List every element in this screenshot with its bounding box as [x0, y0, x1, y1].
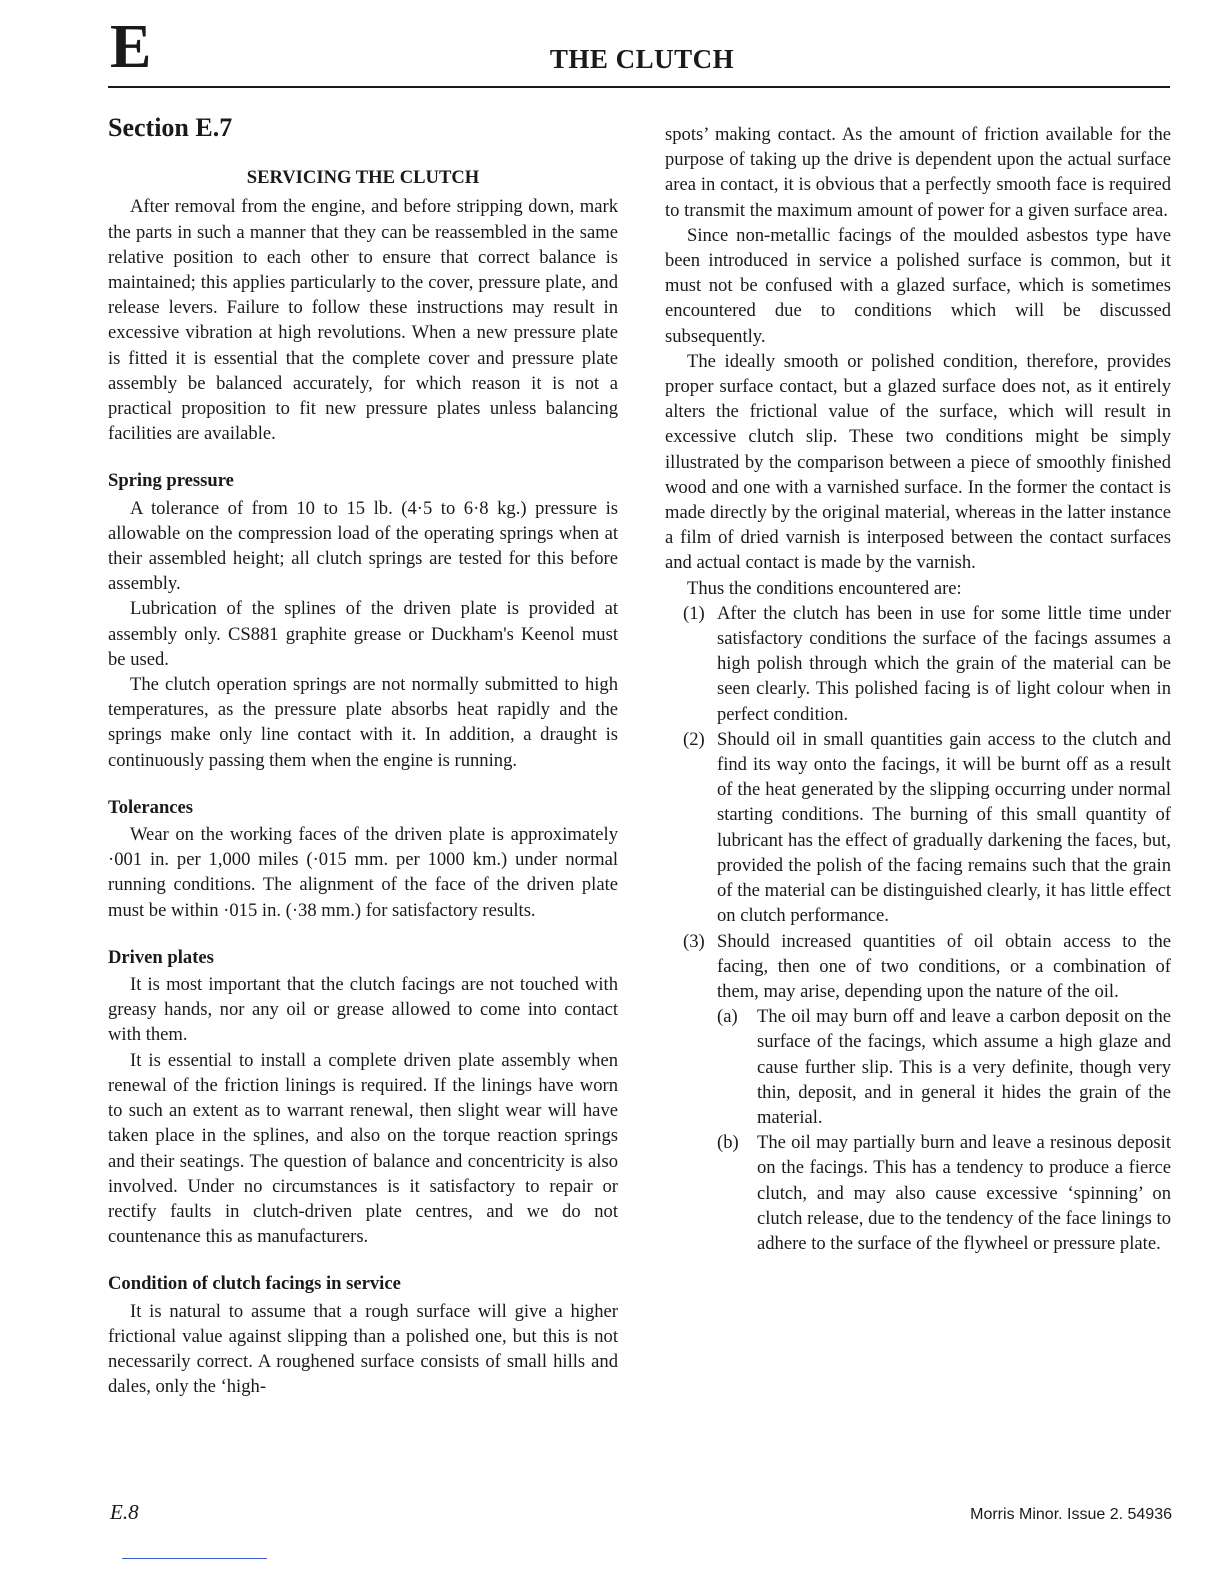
subheading-condition: Condition of clutch facings in service: [108, 1273, 401, 1295]
list-item: [665, 601, 1171, 727]
list-item: [665, 929, 1171, 1005]
subheading-tolerances: Tolerances: [108, 796, 194, 818]
list-item-text: Should increased quantities of oil obtain access to the facing, then one of two conditions, or a combination of them, may arise, depending upon the nature of the oil.: [717, 930, 1171, 1002]
sub-list-item: [665, 1130, 1171, 1256]
page-title: THE CLUTCH: [549, 44, 735, 74]
paragraph: It is essential to install a complete driven plate assembly when renewal of the friction linings is required. If the linings have worn to such an extent as to warrant renewal, then slight wear will have taken place in the splines, and also on the torque reaction springs and their seatings. The question of balance and concentricity is also involved. Under no circumstances is it satisfactory to repair or rectify faults in clutch-driven plate centres, and we do not countenance this as manufacturers.: [108, 1049, 618, 1248]
paragraph: Since non-metallic facings of the moulded asbestos type have been introduced in service a polished surface is common, but it must not be confused with a glazed surface, which is sometimes encountered due to conditions which will be discussed subsequently.: [665, 224, 1171, 347]
sub-list-item: [665, 1004, 1171, 1130]
subheading-spring-pressure: Spring pressure: [108, 470, 234, 492]
paragraph: The clutch operation springs are not normally submitted to high temperatures, as the pressure plate absorbs heat rapidly and the springs make only line contact with it. In addition, a draught is continuously passing them when the engine is running.: [108, 674, 618, 771]
paragraph: Lubrication of the splines of the driven plate is provided at assembly only. CS881 graphite grease or Duckham's Keenol must be used.: [108, 598, 618, 670]
paragraph: It is natural to assume that a rough surface will give a higher frictional value against slipping than a polished one, but this is not necessarily correct. A roughened surface consists of small hills and dales, only the ‘high-: [108, 1300, 618, 1398]
sub-list-item-text: The oil may burn off and leave a carbon deposit on the surface of the facings, which assume a high glaze and cause further slip. This is a very definite, though very thin, deposit, and in general it hides the grain of the material.: [757, 1006, 1171, 1128]
right-column: [665, 122, 1171, 1256]
paragraph: It is most important that the clutch facings are not touched with greasy hands, nor any oil or grease allowed to come into contact with them.: [108, 974, 618, 1046]
header-rule: [108, 86, 1170, 88]
list-item-text: Should oil in small quantities gain access to the clutch and find its way onto the facings, it will be burnt off as a result of the heat generated by the slipping occurring under normal starting conditions. The burning of this small quantity of lubricant has the effect of gradually darkening the faces, but, provided the polish of the facing remains such that the grain of the material can be distinguished clearly, it has little effect on clutch performance.: [717, 728, 1171, 927]
list-intro: Thus the conditions encountered are:: [687, 577, 962, 599]
paragraph: spots’ making contact. As the amount of friction available for the purpose of taking up the drive is dependent upon the actual surface area in contact, it is obvious that a perfectly smooth face is required to transmit the maximum amount of power for a given surface area.: [665, 124, 1171, 221]
list-item-text: After the clutch has been in use for some little time under satisfactory conditions the surface of the facings assumes a high polish through which the grain of the material can be seen clearly. This polished facing is of light colour when in perfect condition.: [717, 602, 1171, 725]
paragraph: The ideally smooth or polished condition, therefore, provides proper surface contact, but a glazed surface does not, as it entirely alters the frictional value of the surface, which will result in excessive clutch slip. These two conditions might be simply illustrated by the comparison between a piece of smoothly finished wood and one with a varnished surface. In the former the contact is made directly by the original material, whereas in the latter instance a film of dried varnish is interposed between the contact surfaces and actual contact is made by the varnish.: [665, 350, 1171, 574]
footer-reference: Morris Minor. Issue 2. 54936: [970, 1506, 1172, 1523]
list-marker: (2): [683, 728, 705, 750]
page-number: E.8: [110, 1500, 139, 1524]
subheading-driven-plates: Driven plates: [108, 946, 214, 968]
paragraph: Wear on the working faces of the driven plate is approximately ·001 in. per 1,000 miles (·015 mm. per 1000 km.) under normal running conditions. The alignment of the face of the driven plate must be within ·015 in. (·38 mm.) for satisfactory results.: [108, 824, 618, 921]
intro-paragraph: After removal from the engine, and before stripping down, mark the parts in such a manner that they can be reassembled in the same relative position to each other to ensure that correct balance is maintained; this applies particularly to the cover, pressure plate, and release levers. Failure to follow these instructions may result in excessive vibration at high revolutions. When a new pressure plate is fitted it is essential that the complete cover and pressure plate assembly be balanced accurately, for which reason it is not a practical proposition to fit new pressure plates unless balancing facilities are available.: [108, 196, 618, 445]
section-letter: E: [110, 13, 152, 81]
list-marker: (3): [683, 930, 705, 952]
sub-list-item-text: The oil may partially burn and leave a resinous deposit on the facings. This has a tendency to produce a fierce clutch, and may also cause excessive ‘spinning’ on clutch release, due to the tendency of the face linings to adhere to the surface of the flywheel or pressure plate.: [757, 1132, 1171, 1254]
list-marker: (1): [683, 602, 705, 624]
sub-list-marker: (b): [717, 1132, 739, 1154]
section-title: SERVICING THE CLUTCH: [246, 167, 480, 189]
paragraph: A tolerance of from 10 to 15 lb. (4·5 to 6·8 kg.) pressure is allowable on the compression load of the operating springs when at their assembled height; all clutch springs are tested for this before assembly.: [108, 497, 618, 595]
scan-line: [122, 1558, 267, 1559]
sub-list-marker: (a): [717, 1006, 738, 1028]
list-item: [665, 727, 1171, 929]
left-column: [108, 112, 618, 1399]
section-heading: Section E.7: [108, 113, 233, 142]
